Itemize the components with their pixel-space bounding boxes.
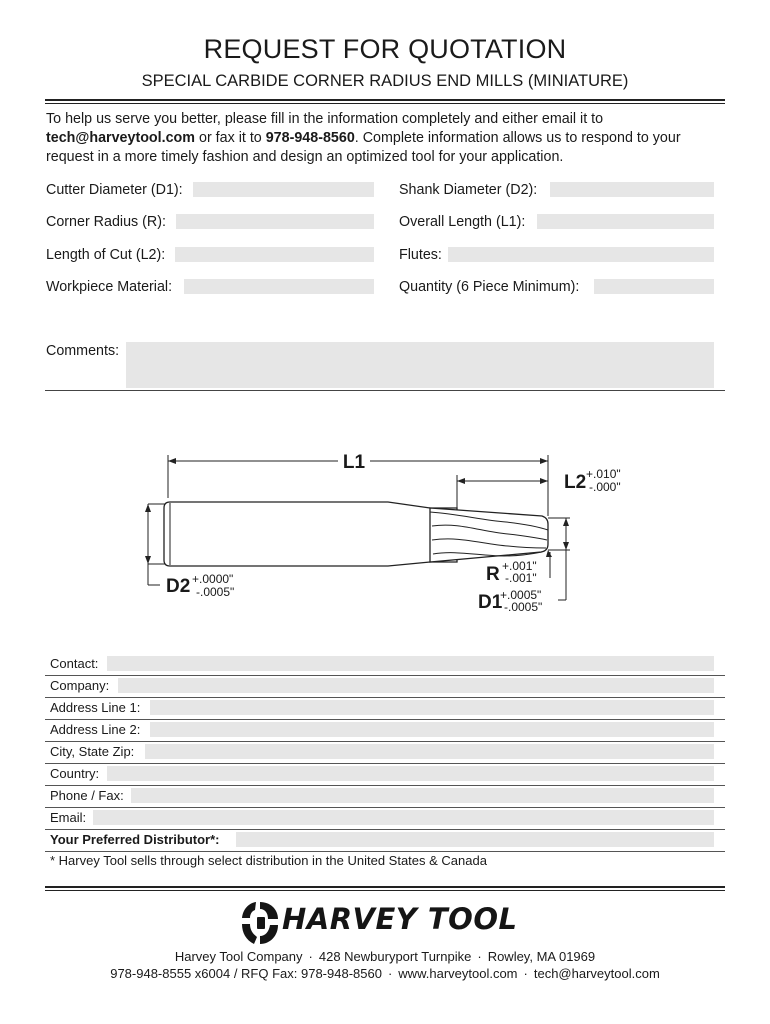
d2-arrow-bottom [145, 556, 151, 564]
cutter-diameter-input[interactable] [193, 182, 374, 197]
l2-label: L2 [564, 472, 587, 493]
d1-tol-minus: -.0005" [504, 600, 543, 614]
l2-tol-plus: +.010" [586, 467, 621, 481]
footer-divider [45, 886, 725, 891]
distribution-footnote: * Harvey Tool sells through select distribution in the United States & Canada [50, 853, 487, 868]
country-input[interactable] [107, 766, 714, 781]
company-input[interactable] [118, 678, 714, 693]
l2-arrow-left [457, 478, 465, 484]
d2-label: D2 [166, 576, 191, 597]
intro-email-link[interactable]: tech@harveytool.com [46, 130, 196, 146]
city-state-zip-input[interactable] [145, 744, 714, 759]
footer-sep-3: · [387, 966, 393, 981]
distributor-input[interactable] [236, 832, 714, 847]
company-row [45, 675, 725, 698]
email-input[interactable] [93, 810, 714, 825]
distributor-row [45, 829, 725, 852]
footer-website[interactable]: www.harveytool.com [398, 966, 518, 981]
comments-label: Comments: [46, 343, 120, 359]
d1-label: D1 [478, 592, 503, 613]
overall-length-label: Overall Length (L1): [399, 214, 526, 230]
r-tol-minus: -.001" [505, 571, 537, 585]
footer-email[interactable]: tech@harveytool.com [533, 966, 660, 981]
city-state-zip-label: City, State Zip: [50, 744, 135, 759]
footer-sep-4: · [523, 966, 528, 981]
l2-arrow-right [540, 478, 548, 484]
l1-arrow-left [168, 458, 176, 464]
address1-row [45, 697, 725, 720]
shank-diameter-input[interactable] [550, 182, 714, 197]
cutter-diameter-label: Cutter Diameter (D1): [46, 182, 183, 198]
l1-label: L1 [342, 452, 366, 473]
address2-input[interactable] [150, 722, 714, 737]
page-subtitle: SPECIAL CARBIDE CORNER RADIUS END MILLS (MINIATURE) [141, 72, 629, 90]
end-mill-diagram [130, 440, 621, 630]
r-label: R [486, 564, 500, 585]
address2-row [45, 719, 725, 742]
city-state-zip-row [45, 741, 725, 764]
d2-tol-minus: -.0005" [196, 585, 235, 599]
company-label: Company: [50, 678, 110, 693]
intro-text-3: . Complete information allows us to respond to your request in a more timely fashion and design an optimized tool for your application. [46, 130, 681, 165]
footer-sep-1: · [308, 949, 313, 964]
comments-input[interactable] [126, 342, 714, 388]
d1-arrow-bottom [563, 542, 569, 550]
d2-tol-plus: +.0000" [192, 572, 234, 586]
d1-arrow-top [563, 518, 569, 526]
footer-city: Rowley, MA 01969 [487, 949, 596, 964]
address1-input[interactable] [150, 700, 714, 715]
d1-tol-plus: +.0005" [500, 588, 542, 602]
corner-radius-label: Corner Radius (R): [46, 214, 166, 230]
footer-street: 428 Newburyport Turnpike [318, 949, 472, 964]
quantity-label: Quantity (6 Piece Minimum): [399, 279, 580, 295]
footer-company: Harvey Tool Company [174, 949, 303, 964]
r-tol-plus: +.001" [502, 559, 537, 573]
length-of-cut-input[interactable] [175, 247, 374, 262]
l2-tol-minus: -.000" [589, 480, 621, 494]
phone-fax-label: Phone / Fax: [50, 788, 124, 803]
contact-label: Contact: [50, 656, 99, 671]
harvey-swirl-icon [240, 900, 280, 946]
distributor-label: Your Preferred Distributor*: [50, 832, 220, 847]
footer-sep-2: · [477, 949, 482, 964]
header-divider [45, 99, 725, 104]
intro-fax-number: 978-948-8560 [265, 130, 355, 146]
flutes-input[interactable] [448, 247, 714, 262]
country-label: Country: [50, 766, 100, 781]
quantity-input[interactable] [594, 279, 714, 294]
workpiece-material-label: Workpiece Material: [46, 279, 173, 295]
workpiece-material-input[interactable] [184, 279, 374, 294]
footer-contact [0, 966, 770, 981]
intro-text-2: or fax it to [195, 130, 266, 146]
address1-label: Address Line 1: [50, 700, 141, 715]
harvey-tool-logo [240, 898, 540, 948]
phone-fax-row [45, 785, 725, 808]
length-of-cut-label: Length of Cut (L2): [46, 247, 166, 263]
l1-arrow-right [540, 458, 548, 464]
intro-paragraph [46, 110, 726, 167]
phone-fax-input[interactable] [131, 788, 714, 803]
r-arrow [546, 550, 552, 557]
comments-divider [45, 390, 725, 391]
footer-phone: 978-948-8555 x6004 / RFQ Fax: 978-948-8560 [110, 966, 382, 981]
contact-input[interactable] [107, 656, 714, 671]
shank-outline [164, 502, 457, 566]
logo-wordmark: HARVEY TOOL [282, 902, 518, 936]
corner-radius-input[interactable] [176, 214, 374, 229]
country-row [45, 763, 725, 786]
address2-label: Address Line 2: [50, 722, 141, 737]
contact-row [45, 653, 725, 676]
shank-diameter-label: Shank Diameter (D2): [399, 182, 538, 198]
flutes-label: Flutes: [399, 247, 442, 263]
email-label: Email: [50, 810, 87, 825]
page-title: REQUEST FOR QUOTATION [203, 34, 567, 64]
d2-arrow-top [145, 504, 151, 512]
intro-text-1: To help us serve you better, please fill in the information completely and either email it to [46, 111, 604, 127]
overall-length-input[interactable] [537, 214, 714, 229]
email-row [45, 807, 725, 830]
footer-address [0, 949, 770, 964]
